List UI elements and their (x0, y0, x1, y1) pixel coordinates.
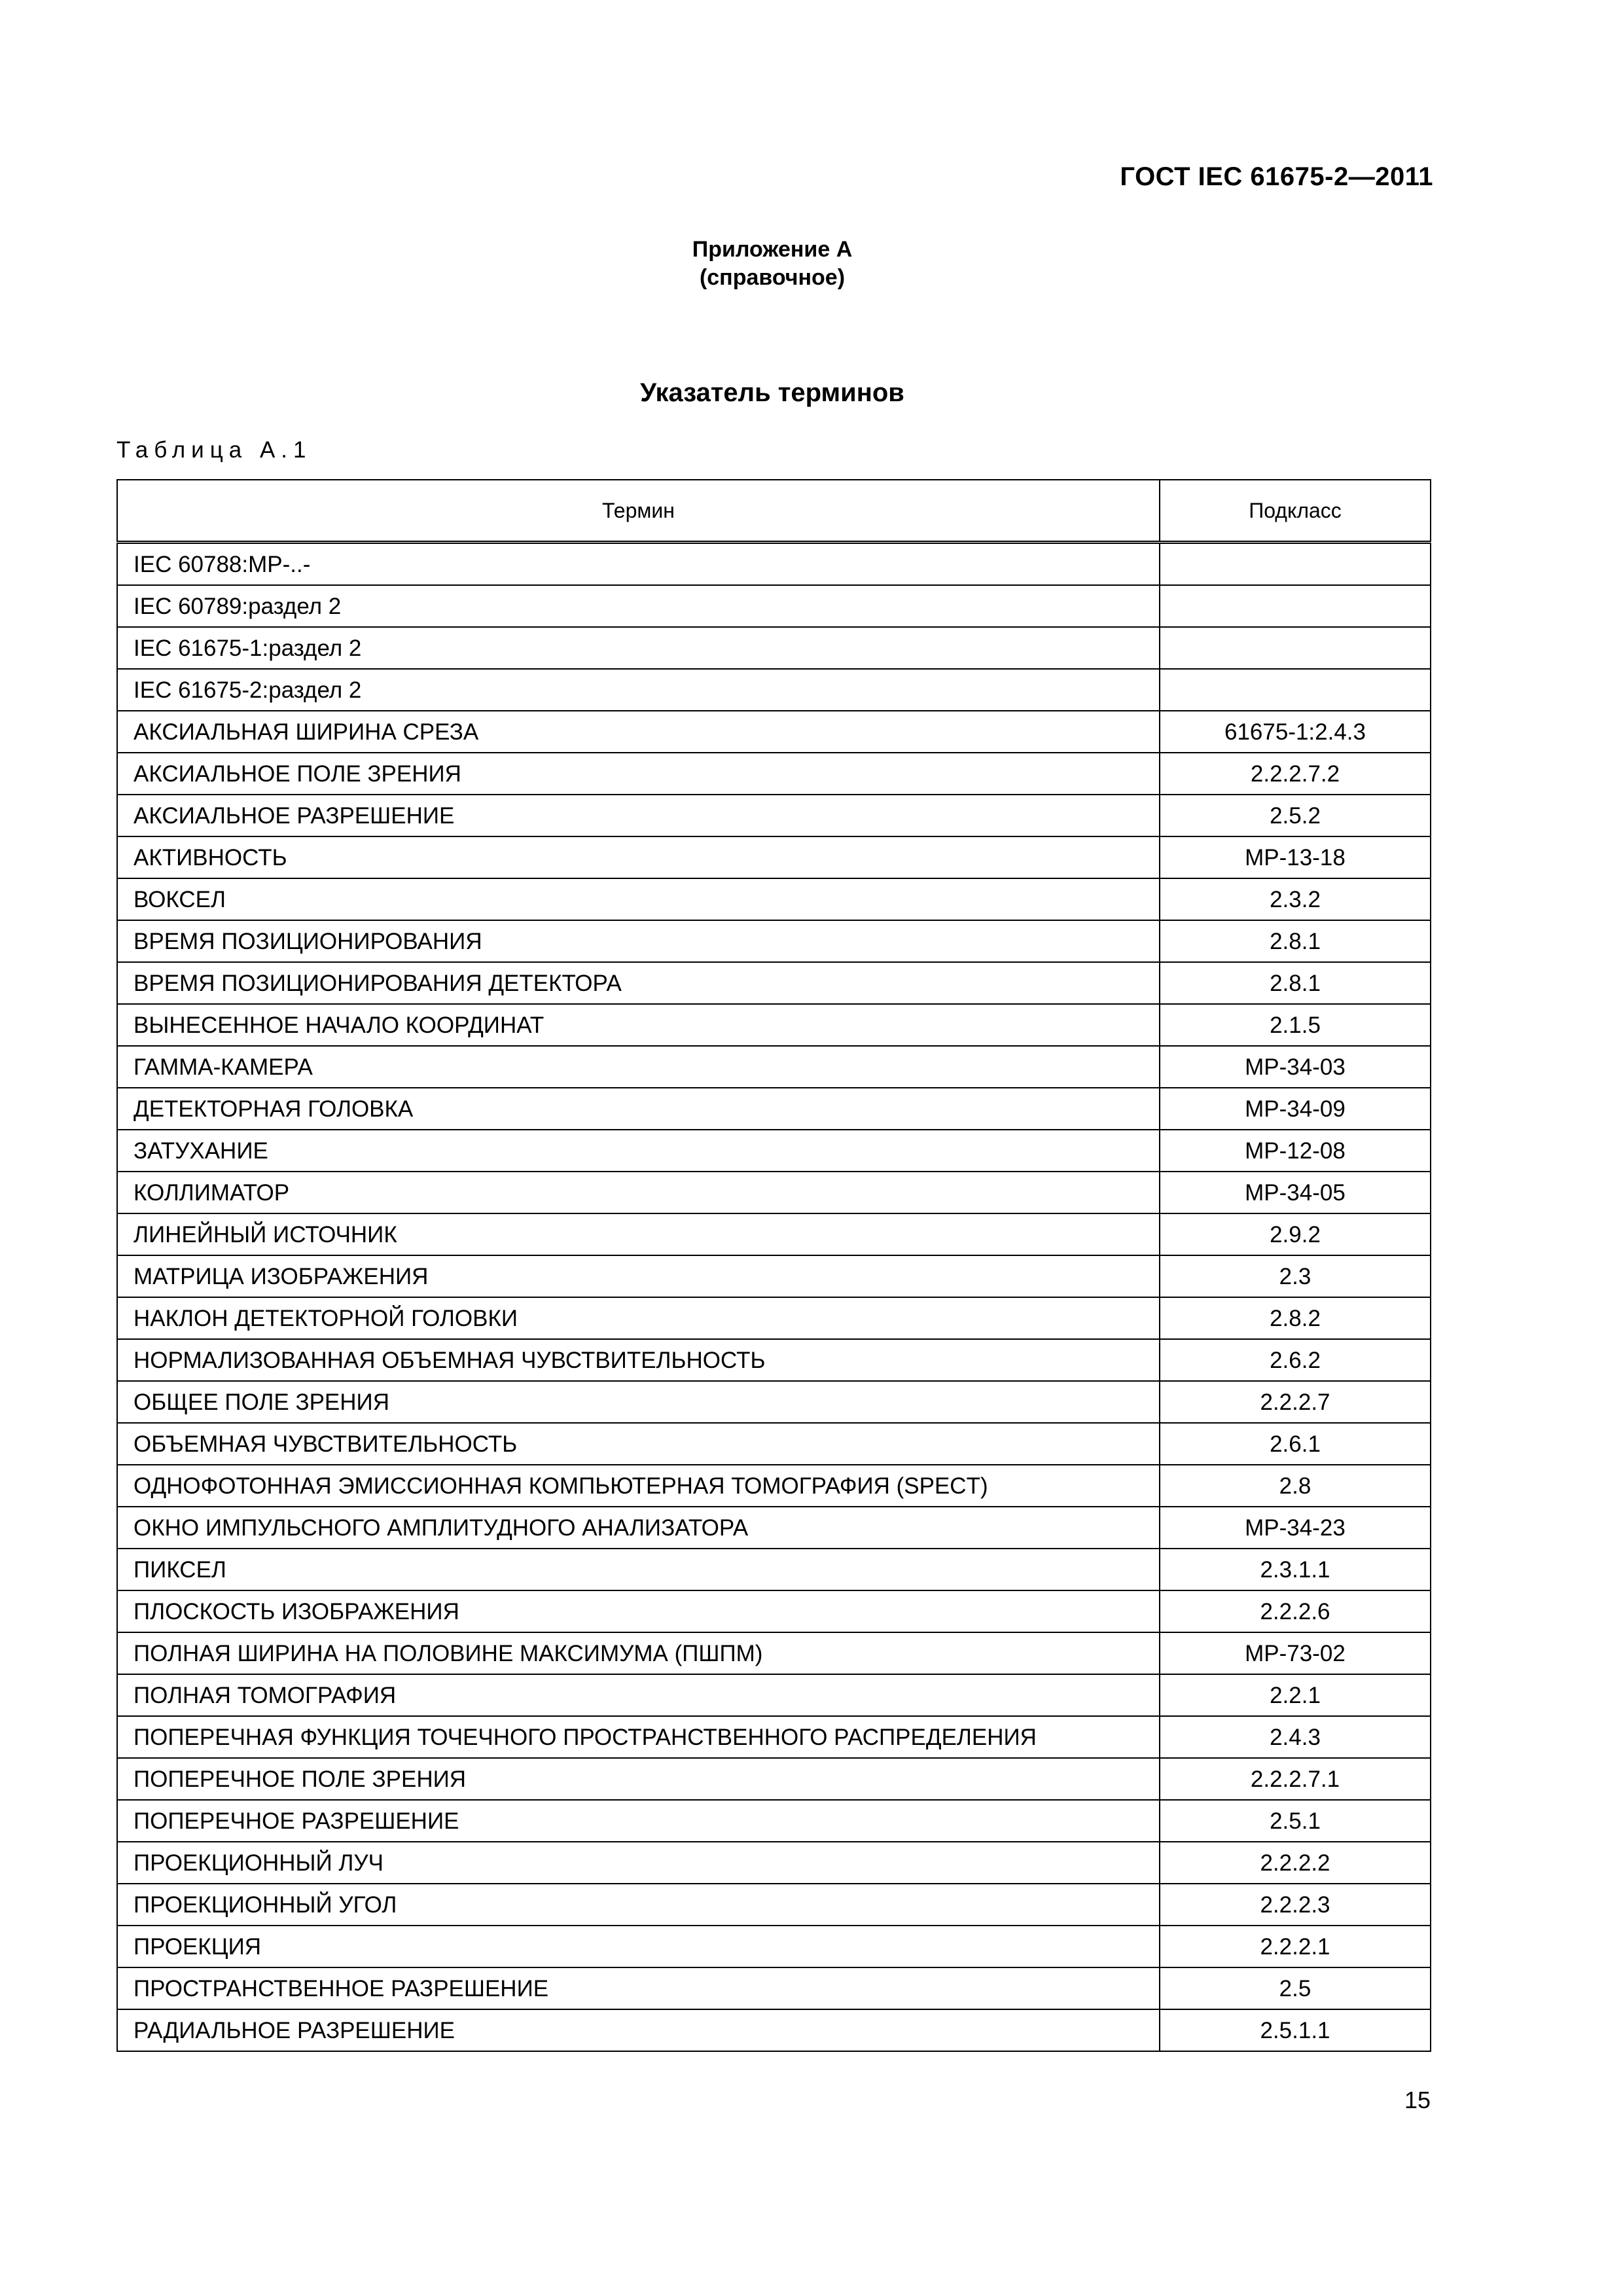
subclause-cell: 2.6.1 (1160, 1423, 1431, 1465)
table-row (117, 711, 1431, 753)
term-cell: IEC 60789:раздел 2 (117, 585, 1160, 627)
subclause-cell: 2.8.1 (1160, 920, 1431, 962)
table-row (117, 1758, 1431, 1800)
index-title: Указатель терминов (640, 378, 904, 407)
term-cell: ПЛОСКОСТЬ ИЗОБРАЖЕНИЯ (117, 1590, 1160, 1632)
table-row (117, 1088, 1431, 1130)
table-row (117, 1297, 1431, 1339)
term-cell: ПРОЕКЦИЯ (117, 1926, 1160, 1967)
term-cell: ВРЕМЯ ПОЗИЦИОНИРОВАНИЯ ДЕТЕКТОРА (117, 962, 1160, 1004)
table-row (117, 1590, 1431, 1632)
term-cell: ПИКСЕЛ (117, 1549, 1160, 1590)
table-row (117, 1004, 1431, 1046)
subclause-cell (1160, 543, 1431, 586)
term-cell: АКТИВНОСТЬ (117, 836, 1160, 878)
term-cell: ДЕТЕКТОРНАЯ ГОЛОВКА (117, 1088, 1160, 1130)
subclause-cell: MP-34-03 (1160, 1046, 1431, 1088)
subclause-cell: 2.1.5 (1160, 1004, 1431, 1046)
term-cell: ПОПЕРЕЧНОЕ РАЗРЕШЕНИЕ (117, 1800, 1160, 1842)
term-cell: ОБЩЕЕ ПОЛЕ ЗРЕНИЯ (117, 1381, 1160, 1423)
table-row (117, 543, 1431, 586)
subclause-cell: 2.8 (1160, 1465, 1431, 1507)
subclause-cell: 2.5.1 (1160, 1800, 1431, 1842)
term-cell: АКСИАЛЬНОЕ РАЗРЕШЕНИЕ (117, 795, 1160, 836)
subclause-cell: 2.2.2.7.2 (1160, 753, 1431, 795)
term-cell: ОКНО ИМПУЛЬСНОГО АМПЛИТУДНОГО АНАЛИЗАТОРА (117, 1507, 1160, 1549)
term-cell: ВЫНЕСЕННОЕ НАЧАЛО КООРДИНАТ (117, 1004, 1160, 1046)
table-row (117, 878, 1431, 920)
subclause-cell: 2.2.2.1 (1160, 1926, 1431, 1967)
page-number: 15 (1404, 2087, 1431, 2113)
table-row (117, 1926, 1431, 1967)
document-code: ГОСТ IEC 61675-2—2011 (1120, 162, 1433, 191)
table-row (117, 2009, 1431, 2051)
terms-table (116, 479, 1431, 2052)
subclause-cell: MP-13-18 (1160, 836, 1431, 878)
subclause-cell: 2.8.2 (1160, 1297, 1431, 1339)
table-row (117, 1381, 1431, 1423)
table-row (117, 1255, 1431, 1297)
subclause-cell: 2.4.3 (1160, 1716, 1431, 1758)
table-row (117, 1339, 1431, 1381)
annex-title: Приложение А (692, 237, 853, 262)
subclause-cell: 2.2.2.3 (1160, 1884, 1431, 1926)
term-cell: ПОЛНАЯ ТОМОГРАФИЯ (117, 1674, 1160, 1716)
term-cell: ЛИНЕЙНЫЙ ИСТОЧНИК (117, 1213, 1160, 1255)
subclause-cell: MP-34-09 (1160, 1088, 1431, 1130)
subclause-cell: 2.3.2 (1160, 878, 1431, 920)
subclause-cell: 61675-1:2.4.3 (1160, 711, 1431, 753)
table-row (117, 1423, 1431, 1465)
term-cell: ПРОЕКЦИОННЫЙ ЛУЧ (117, 1842, 1160, 1884)
subclause-cell: 2.5.1.1 (1160, 2009, 1431, 2051)
annex-heading (0, 236, 1544, 292)
table-row (117, 669, 1431, 711)
term-cell: НОРМАЛИЗОВАННАЯ ОБЪЕМНАЯ ЧУВСТВИТЕЛЬНОСТЬ (117, 1339, 1160, 1381)
subclause-cell: 2.3.1.1 (1160, 1549, 1431, 1590)
subclause-cell (1160, 627, 1431, 669)
table-row (117, 1967, 1431, 2009)
term-cell: IEC 61675-1:раздел 2 (117, 627, 1160, 669)
table-caption: Таблица А.1 (116, 437, 312, 463)
term-cell: ОБЪЕМНАЯ ЧУВСТВИТЕЛЬНОСТЬ (117, 1423, 1160, 1465)
column-header-term: Термин (117, 480, 1160, 543)
subclause-cell: 2.5 (1160, 1967, 1431, 2009)
term-cell: ПОПЕРЕЧНОЕ ПОЛЕ ЗРЕНИЯ (117, 1758, 1160, 1800)
term-cell: ПОПЕРЕЧНАЯ ФУНКЦИЯ ТОЧЕЧНОГО ПРОСТРАНСТВЕННОГО РАСПРЕДЕЛЕНИЯ (117, 1716, 1160, 1758)
table-row (117, 753, 1431, 795)
column-header-subclause: Подкласс (1160, 480, 1431, 543)
term-cell: ГАММА-КАМЕРА (117, 1046, 1160, 1088)
term-cell: ПОЛНАЯ ШИРИНА НА ПОЛОВИНЕ МАКСИМУМА (ПШПМ) (117, 1632, 1160, 1674)
term-cell: КОЛЛИМАТОР (117, 1172, 1160, 1213)
table-row (117, 1507, 1431, 1549)
table-row (117, 1465, 1431, 1507)
term-cell: НАКЛОН ДЕТЕКТОРНОЙ ГОЛОВКИ (117, 1297, 1160, 1339)
table-row (117, 1674, 1431, 1716)
term-cell: РАДИАЛЬНОЕ РАЗРЕШЕНИЕ (117, 2009, 1160, 2051)
subclause-cell: 2.8.1 (1160, 962, 1431, 1004)
annex-status: (справочное) (699, 265, 846, 290)
term-cell: IEC 60788:MP-..- (117, 543, 1160, 586)
table-row (117, 1213, 1431, 1255)
table-row (117, 1716, 1431, 1758)
table-row (117, 585, 1431, 627)
table-row (117, 1046, 1431, 1088)
table-row (117, 920, 1431, 962)
table-row (117, 1884, 1431, 1926)
table-row (117, 1172, 1431, 1213)
subclause-cell: 2.2.2.7 (1160, 1381, 1431, 1423)
subclause-cell (1160, 585, 1431, 627)
term-cell: ОДНОФОТОННАЯ ЭМИССИОННАЯ КОМПЬЮТЕРНАЯ ТОМОГРАФИЯ (SPECT) (117, 1465, 1160, 1507)
subclause-cell: 2.2.2.7.1 (1160, 1758, 1431, 1800)
table-row (117, 795, 1431, 836)
table-row (117, 836, 1431, 878)
subclause-cell: MP-34-23 (1160, 1507, 1431, 1549)
table-row (117, 1549, 1431, 1590)
term-cell: ПРОСТРАНСТВЕННОЕ РАЗРЕШЕНИЕ (117, 1967, 1160, 2009)
term-cell: ПРОЕКЦИОННЫЙ УГОЛ (117, 1884, 1160, 1926)
term-cell: ВОКСЕЛ (117, 878, 1160, 920)
subclause-cell: MP-12-08 (1160, 1130, 1431, 1172)
subclause-cell: 2.9.2 (1160, 1213, 1431, 1255)
table-header-row (117, 480, 1431, 543)
subclause-cell: 2.2.2.6 (1160, 1590, 1431, 1632)
term-cell: АКСИАЛЬНОЕ ПОЛЕ ЗРЕНИЯ (117, 753, 1160, 795)
table-row (117, 1842, 1431, 1884)
table-row (117, 1632, 1431, 1674)
term-cell: АКСИАЛЬНАЯ ШИРИНА СРЕЗА (117, 711, 1160, 753)
subclause-cell (1160, 669, 1431, 711)
table-row (117, 962, 1431, 1004)
subclause-cell: 2.3 (1160, 1255, 1431, 1297)
subclause-cell: 2.2.1 (1160, 1674, 1431, 1716)
terms-table-body (117, 543, 1431, 2052)
table-row (117, 627, 1431, 669)
subclause-cell: 2.5.2 (1160, 795, 1431, 836)
subclause-cell: MP-34-05 (1160, 1172, 1431, 1213)
subclause-cell: MP-73-02 (1160, 1632, 1431, 1674)
table-row (117, 1130, 1431, 1172)
term-cell: ВРЕМЯ ПОЗИЦИОНИРОВАНИЯ (117, 920, 1160, 962)
subclause-cell: 2.6.2 (1160, 1339, 1431, 1381)
term-cell: МАТРИЦА ИЗОБРАЖЕНИЯ (117, 1255, 1160, 1297)
subclause-cell: 2.2.2.2 (1160, 1842, 1431, 1884)
table-row (117, 1800, 1431, 1842)
term-cell: ЗАТУХАНИЕ (117, 1130, 1160, 1172)
term-cell: IEC 61675-2:раздел 2 (117, 669, 1160, 711)
